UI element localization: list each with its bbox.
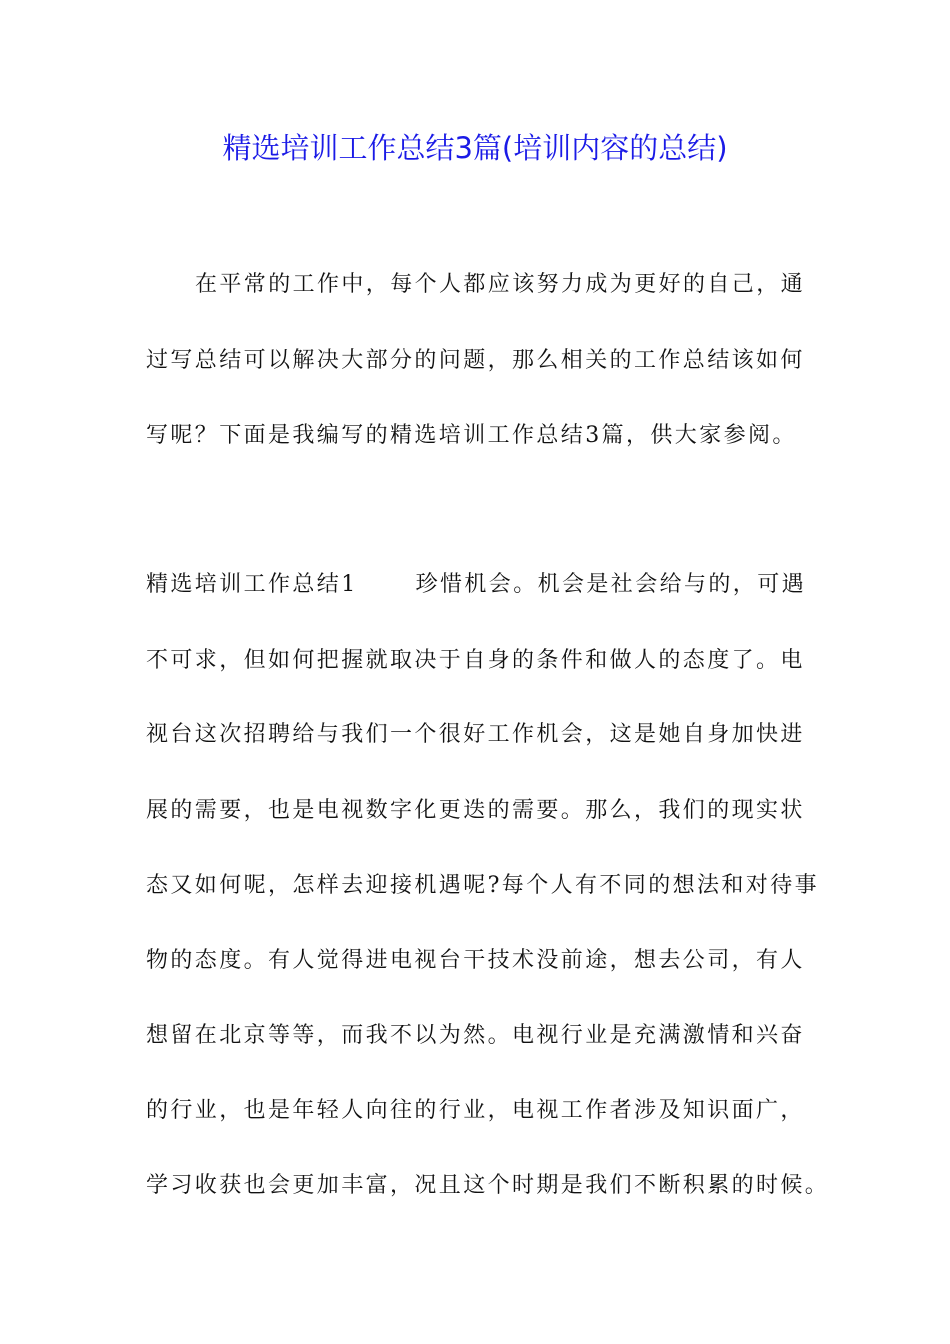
section1-line-5: 态又如何呢，怎样去迎接机遇呢?每个人有不同的想法和对待事 xyxy=(146,873,819,898)
section1-line-2: 不可求，但如何把握就取决于自身的条件和做人的态度了。电 xyxy=(146,648,805,673)
section1-line-4: 展的需要，也是电视数字化更迭的需要。那么，我们的现实状 xyxy=(146,798,805,823)
intro-line-1: 在平常的工作中，每个人都应该努力成为更好的自己，通 xyxy=(195,272,806,297)
section1-heading: 精选培训工作总结1 xyxy=(146,572,358,597)
intro-line-3: 写呢？下面是我编写的精选培训工作总结3篇，供大家参阅。 xyxy=(146,423,797,448)
section1-first-line-text: 珍惜机会。机会是社会给与的，可遇 xyxy=(415,572,807,597)
section1-line-6: 物的态度。有人觉得进电视台干技术没前途，想去公司，有人 xyxy=(146,948,805,973)
intro-line-2: 过写总结可以解决大部分的问题，那么相关的工作总结该如何 xyxy=(146,348,805,373)
section1-line-9: 学习收获也会更加丰富，况且这个时期是我们不断积累的时候。 xyxy=(146,1173,830,1198)
section1-first-line xyxy=(146,570,806,600)
section1-line-7: 想留在北京等等，而我不以为然。电视行业是充满激情和兴奋 xyxy=(146,1023,805,1048)
section1-line-3: 视台这次招聘给与我们一个很好工作机会，这是她自身加快进 xyxy=(146,722,805,747)
document-title: 精选培训工作总结3篇(培训内容的总结) xyxy=(222,131,728,165)
section1-line-8: 的行业，也是年轻人向往的行业，电视工作者涉及知识面广， xyxy=(146,1098,805,1123)
